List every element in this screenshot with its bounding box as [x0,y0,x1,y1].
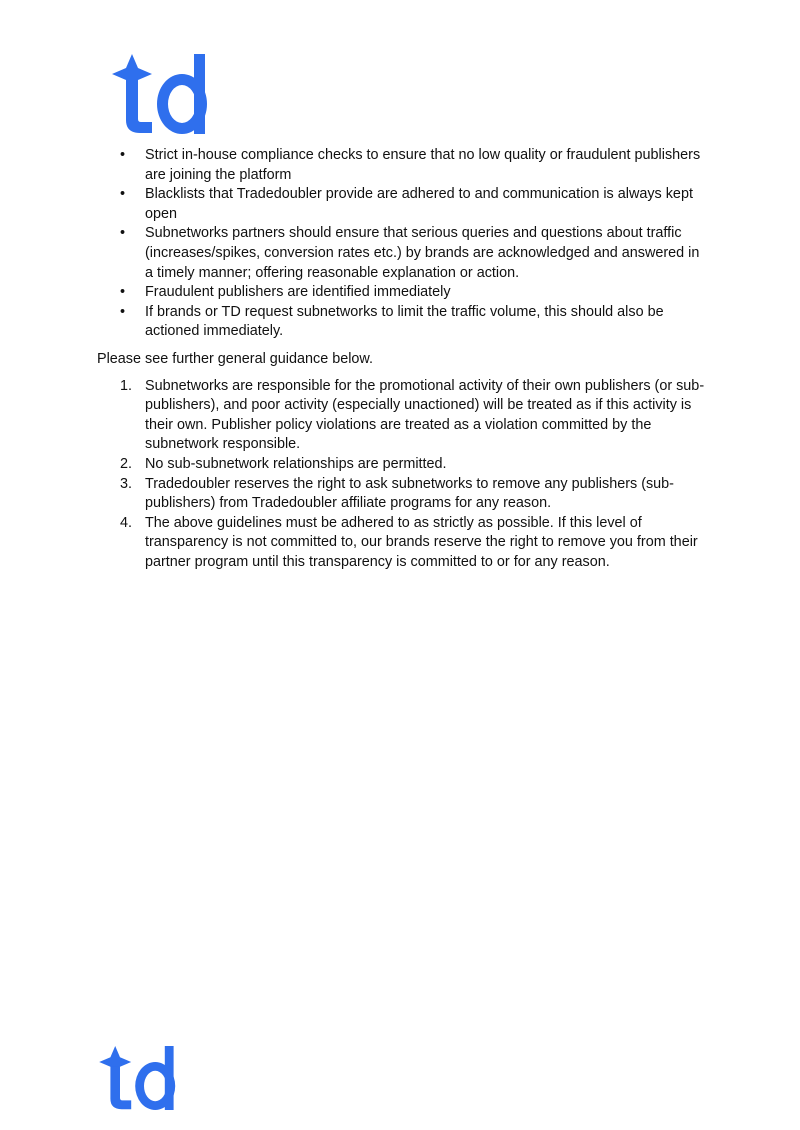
guidance-intro: Please see further general guidance below. [97,350,374,367]
td-logo-header [108,54,208,134]
item-text: Subnetworks are responsible for the promotional activity of their own publishers (or sub-publishers), and poor activity (especially unactioned) will be treated as if this activity is their own. Publisher policy violations are treated as a violation committed by the subnetwork responsible. [145,377,705,453]
item-number: 2. [120,455,133,472]
item-text: No sub-subnetwork relationships are permitted. [145,455,447,472]
list-item [97,455,707,475]
bullet-text: If brands or TD request subnetworks to limit the traffic volume, this should also be actioned immediately. [145,303,664,340]
item-text: The above guidelines must be adhered to as strictly as possible. If this level of transparency is not committed to, our brands reserve the right to remove you from their partner program until this transparency is committed to or for any reason. [145,514,698,570]
item-number: 1. [120,377,133,394]
list-item: • Subnetworks partners should ensure that serious queries and questions about traffic (increases/spikes, conversion rates etc.) by brands are acknowledged and answered in a timely manner; offering reasonable explanation or action. [120,225,700,281]
list-item [97,475,707,514]
item-number: 3. [120,475,133,492]
td-logo-footer [96,1046,176,1110]
list-item: • Fraudulent publishers are identified immediately [120,284,451,301]
document-body [97,146,707,572]
list-item: • Blacklists that Tradedoubler provide are adhered to and communication is always kept open [120,186,693,222]
item-text: Tradedoubler reserves the right to ask subnetworks to remove any publishers (sub-publishers) from Tradedoubler affiliate programs for any reason. [145,475,674,512]
item-number: 4. [120,514,133,531]
bullet-text: Strict in-house compliance checks to ensure that no low quality or fraudulent publishers are joining the platform [145,147,701,183]
list-item: • Strict in-house compliance checks to ensure that no low quality or fraudulent publishers are joining the platform [120,147,701,183]
bullet-text: Subnetworks partners should ensure that serious queries and questions about traffic (increases/spikes, conversion rates etc.) by brands are acknowledged and answered in a timely manner; offering reasonable explanation or action. [145,225,700,281]
bullet-text: Fraudulent publishers are identified immediately [145,284,451,301]
guidance-numbered-list [97,377,707,573]
bullet-text: Blacklists that Tradedoubler provide are adhered to and communication is always kept open [145,186,693,222]
list-item [97,514,707,573]
list-item: • If brands or TD request subnetworks to limit the traffic volume, this should also be actioned immediately. [120,303,664,340]
list-item [97,377,707,455]
compliance-bullet-list [97,146,707,342]
